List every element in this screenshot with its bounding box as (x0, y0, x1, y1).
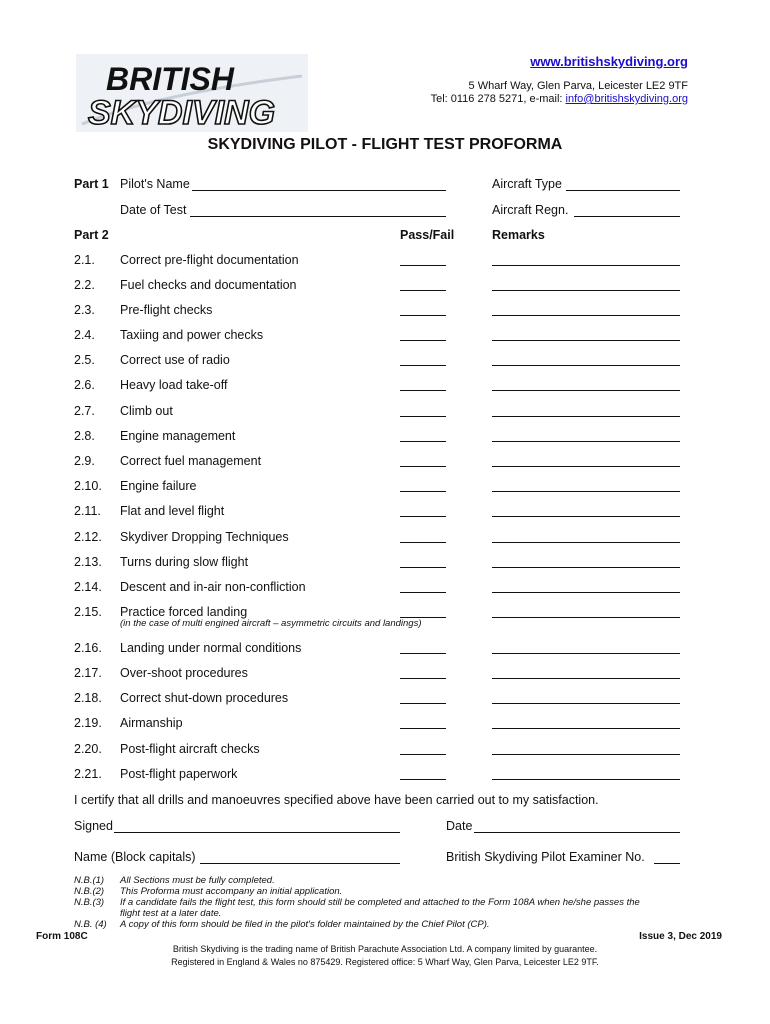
pilots-name-label: Pilot's Name (120, 177, 190, 191)
item-number: 2.13. (74, 555, 102, 569)
signed-label: Signed (74, 819, 113, 833)
contact-line (431, 93, 688, 105)
item-label: Heavy load take-off (120, 378, 228, 392)
form-title: SKYDIVING PILOT - FLIGHT TEST PROFORMA (207, 136, 563, 153)
item-2-15-note: (in the case of multi engined aircraft – asymmetric circuits and landings) (120, 618, 422, 629)
pass-fail-field[interactable] (400, 265, 446, 266)
item-label: Climb out (120, 404, 173, 418)
remarks-field[interactable] (492, 441, 680, 442)
item-label: Engine management (120, 429, 236, 443)
item-number: 2.11. (74, 504, 101, 518)
remarks-field[interactable] (492, 703, 680, 704)
footer-line-1: British Skydiving is the trading name of British Parachute Association Ltd. A company limited by guarantee. (172, 944, 598, 954)
note-text: This Proforma must accompany an initial application. (120, 886, 343, 897)
item-label: Correct fuel management (120, 454, 262, 468)
footer-line-2: Registered in England & Wales no 875429. Registered office: 5 Wharf Way, Glen Parva, Leicester LE2 9TF. (171, 957, 599, 967)
item-number: 2.6. (74, 378, 95, 392)
pass-fail-field[interactable] (400, 491, 446, 492)
note-text: flight test at a later date. (120, 908, 222, 919)
part2-label: Part 2 (74, 228, 109, 242)
item-number: 2.17. (74, 666, 102, 680)
remarks-field[interactable] (492, 340, 680, 341)
remarks-field[interactable] (492, 516, 680, 517)
aircraft-type-field[interactable] (566, 190, 680, 191)
date-field[interactable] (474, 832, 680, 833)
remarks-field[interactable] (492, 542, 680, 543)
remarks-field[interactable] (492, 491, 680, 492)
svg-text:BRITISH: BRITISH (106, 61, 234, 97)
remarks-field[interactable] (492, 466, 680, 467)
item-number: 2.1. (74, 253, 95, 267)
pass-fail-field[interactable] (400, 290, 446, 291)
british-skydiving-logo (76, 54, 308, 132)
remarks-field[interactable] (492, 567, 680, 568)
remarks-header: Remarks (492, 228, 545, 242)
item-label: Correct shut-down procedures (120, 691, 289, 705)
remarks-field[interactable] (492, 290, 680, 291)
pass-fail-field[interactable] (400, 340, 446, 341)
item-label: Post-flight paperwork (120, 767, 238, 781)
name-block-label: Name (Block capitals) (74, 850, 196, 864)
remarks-field[interactable] (492, 315, 680, 316)
remarks-field[interactable] (492, 416, 680, 417)
item-number: 2.5. (74, 353, 95, 367)
pilots-name-field[interactable] (192, 190, 446, 191)
item-label: Post-flight aircraft checks (120, 742, 260, 756)
name-block-field[interactable] (200, 863, 400, 864)
svg-text:SKYDIVING: SKYDIVING (88, 94, 276, 132)
item-number: 2.9. (74, 454, 95, 468)
remarks-field[interactable] (492, 728, 680, 729)
item-label: Correct use of radio (120, 353, 230, 367)
note-text: All Sections must be fully completed. (120, 875, 275, 886)
item-number: 2.16. (74, 641, 102, 655)
item-label: Turns during slow flight (120, 555, 249, 569)
item-label: Over-shoot procedures (120, 666, 248, 680)
remarks-field[interactable] (492, 265, 680, 266)
note-number: N.B.(2) (74, 886, 105, 897)
item-number: 2.3. (74, 303, 95, 317)
note-text: If a candidate fails the flight test, this form should still be completed and attached to the Form 108A when he/she passes the (120, 897, 640, 908)
item-label: Engine failure (120, 479, 197, 493)
pass-fail-field[interactable] (400, 703, 446, 704)
item-label: Taxiing and power checks (120, 328, 264, 342)
pass-fail-field[interactable] (400, 678, 446, 679)
pass-fail-field[interactable] (400, 466, 446, 467)
email-link[interactable]: info@britishskydiving.org (565, 93, 688, 105)
item-number: 2.2. (74, 278, 95, 292)
item-label: Practice forced landing (120, 605, 248, 619)
pass-fail-header: Pass/Fail (400, 228, 455, 242)
part1-label: Part 1 (74, 177, 109, 191)
pass-fail-field[interactable] (400, 542, 446, 543)
pass-fail-field[interactable] (400, 390, 446, 391)
aircraft-regn-field[interactable] (574, 216, 680, 217)
item-label: Descent and in-air non-confliction (120, 580, 306, 594)
telephone: Tel: 0116 278 5271, e-mail: (430, 93, 566, 105)
remarks-field[interactable] (492, 653, 680, 654)
item-label: Pre-flight checks (120, 303, 213, 317)
pass-fail-field[interactable] (400, 592, 446, 593)
date-of-test-label: Date of Test (120, 203, 187, 217)
item-number: 2.18. (74, 691, 102, 705)
remarks-field[interactable] (492, 779, 680, 780)
item-number: 2.15. (74, 605, 102, 619)
website-link[interactable]: www.britishskydiving.org (530, 54, 688, 69)
remarks-field[interactable] (492, 592, 680, 593)
remarks-field[interactable] (492, 390, 680, 391)
item-number: 2.21. (74, 767, 102, 781)
item-number: 2.14. (74, 580, 102, 594)
date-label: Date (446, 819, 473, 833)
aircraft-regn-label: Aircraft Regn. (492, 203, 569, 217)
pass-fail-field[interactable] (400, 315, 446, 316)
remarks-field[interactable] (492, 678, 680, 679)
pass-fail-field[interactable] (400, 779, 446, 780)
remarks-field[interactable] (492, 617, 680, 618)
note-text: A copy of this form should be filed in the pilot's folder maintained by the Chief Pilot (CP). (120, 919, 490, 930)
examiner-no-label: British Skydiving Pilot Examiner No. (446, 850, 645, 864)
examiner-no-field[interactable] (654, 863, 680, 864)
signed-field[interactable] (114, 832, 400, 833)
item-label: Airmanship (120, 716, 183, 730)
item-number: 2.10. (74, 479, 102, 493)
item-number: 2.20. (74, 742, 102, 756)
pass-fail-field[interactable] (400, 416, 446, 417)
item-number: 2.8. (74, 429, 95, 443)
item-label: Fuel checks and documentation (120, 278, 297, 292)
issue-number: Issue 3, Dec 2019 (639, 931, 722, 942)
certify-statement: I certify that all drills and manoeuvres specified above have been carried out to my satisfaction. (74, 793, 599, 807)
pass-fail-field[interactable] (400, 754, 446, 755)
item-label: Skydiver Dropping Techniques (120, 530, 289, 544)
date-of-test-field[interactable] (190, 216, 446, 217)
note-number: N.B. (4) (74, 919, 107, 930)
pass-fail-field[interactable] (400, 567, 446, 568)
note-number: N.B.(3) (74, 897, 105, 908)
form-number: Form 108C (36, 931, 88, 942)
pass-fail-field[interactable] (400, 441, 446, 442)
note-number: N.B.(1) (74, 875, 105, 886)
address: 5 Wharf Way, Glen Parva, Leicester LE2 9TF (468, 80, 688, 92)
item-number: 2.19. (74, 716, 102, 730)
remarks-field[interactable] (492, 365, 680, 366)
remarks-field[interactable] (492, 754, 680, 755)
item-label: Flat and level flight (120, 504, 225, 518)
item-number: 2.12. (74, 530, 102, 544)
item-number: 2.4. (74, 328, 95, 342)
pass-fail-field[interactable] (400, 728, 446, 729)
item-label: Correct pre-flight documentation (120, 253, 299, 267)
pass-fail-field[interactable] (400, 516, 446, 517)
item-label: Landing under normal conditions (120, 641, 302, 655)
item-number: 2.7. (74, 404, 95, 418)
aircraft-type-label: Aircraft Type (492, 177, 562, 191)
pass-fail-field[interactable] (400, 653, 446, 654)
pass-fail-field[interactable] (400, 365, 446, 366)
